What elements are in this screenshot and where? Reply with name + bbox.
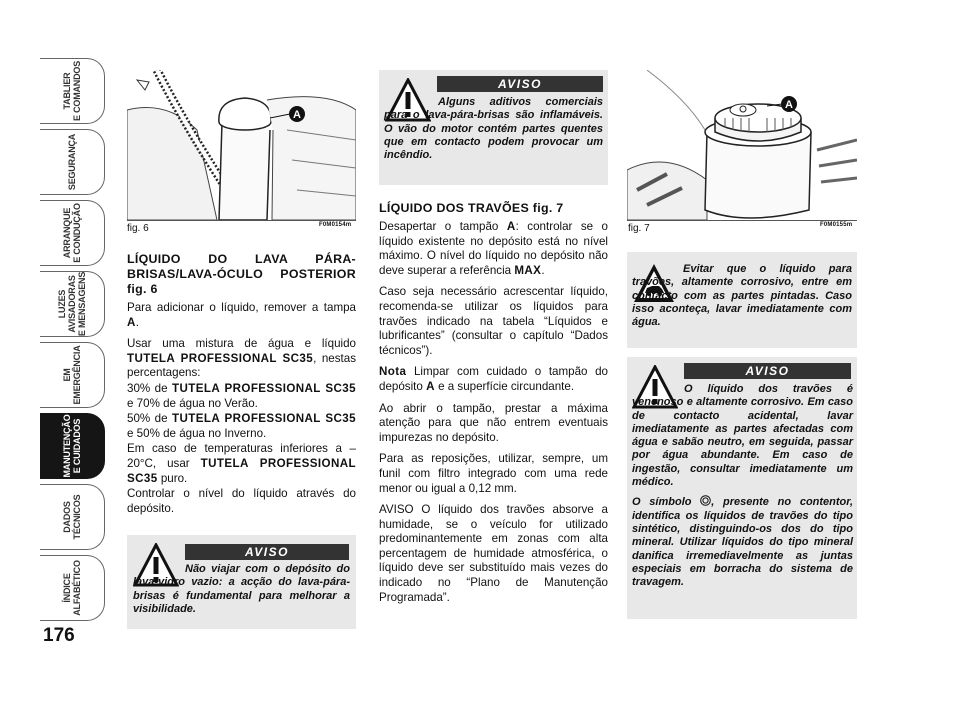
text-bold: TUTELA PROFESSIONAL SC35 [127, 351, 314, 365]
text: 50% de [127, 412, 172, 426]
text: e a superfície circundante. [434, 379, 575, 393]
washer-section [127, 252, 356, 523]
brakes-heading: LÍQUIDO DOS TRAVÕES fig. 7 [379, 201, 564, 215]
text: puro. [157, 471, 188, 485]
tab-label: LUZES AVISADORAS E MENSAGENS [57, 271, 87, 337]
brakes-section [379, 201, 608, 612]
tab-em-emergencia[interactable] [40, 342, 105, 408]
tab-manutencao-e-cuidados[interactable] [40, 413, 105, 479]
tab-label: MANUTENÇÃO E CUIDADOS [62, 414, 82, 478]
warning-text [632, 383, 853, 595]
warning-title: AVISO [437, 76, 603, 92]
tab-seguranca[interactable] [40, 129, 105, 195]
warning-box-brake-fluid [627, 357, 857, 619]
washer-p4 [127, 412, 356, 441]
text-bold: TUTELA PROFESSIONAL SC35 [171, 381, 356, 395]
tab-dados-tecnicos[interactable] [40, 484, 105, 550]
text-bold: A [127, 315, 136, 329]
washer-p6: Controlar o nível do líquido através do depósito. [127, 487, 356, 515]
text: e 70% de água no Verão. [127, 396, 258, 410]
chapter-tabs [40, 58, 106, 626]
page-number: 176 [43, 625, 75, 646]
warning-paragraph: O líquido dos travões é venenoso e altamente corrosivo. Em caso de contacto acidental, lavar imediatamente as partes afectadas com água e sabão neutro, em seguida, passar por água abundante. Em caso de ingestão, consultar imediatamente um médico. [632, 383, 853, 489]
tab-label: SEGURANÇA [67, 133, 77, 191]
brakes-p2: Caso seja necessário acrescentar líquido, recomenda-se utilizar os líquidos para travões indicado na tabela “Líquidos e lubrificantes” (consultar o capítulo “Dados técnicos”). [379, 285, 608, 357]
tab-luzes-avisadoras[interactable] [40, 271, 105, 337]
warning-text: Não viajar com o depósito do lava-vidro vazio: a acção do lava-pára-brisas é fundamental para melhorar a visibilidade. [133, 563, 350, 615]
figure-6-code: F0M0154m [319, 222, 352, 228]
brakes-p4: Ao abrir o tampão, prestar a máxima atenção para que não entrem eventuais impurezas no depósito. [379, 401, 608, 444]
text: e 50% de água no Inverno. [127, 426, 267, 440]
text: Em caso de temperaturas inferiores a –20°C, usar [127, 442, 356, 470]
text: 30% de [127, 381, 172, 395]
note-text: Evitar que o líquido para travões, altamente corrosivo, entre em contacto com as partes pintadas. Caso isso aconteça, lavar imediatamente com água. [632, 263, 852, 329]
brakes-p1 [379, 220, 608, 278]
text-bold: A [506, 220, 516, 233]
text: . [135, 315, 140, 329]
warning-title: AVISO [185, 544, 349, 560]
warning-box-empty-reservoir [127, 535, 356, 629]
washer-p1 [127, 301, 356, 330]
warning-box-flammable [379, 70, 608, 185]
tab-label: TABLIER E COMANDOS [62, 60, 82, 122]
text-bold: TUTELA PROFESSIONAL SC35 [171, 412, 356, 426]
note-box-paint [627, 252, 857, 348]
text: : controlar se o líquido existente no depósito está no nível máximo. O nível do líquido no depósito não deve superar a referência [379, 220, 609, 277]
tab-indice-alfabetico[interactable] [40, 555, 105, 621]
washer-heading: LÍQUIDO DO LAVA PÁRA-BRISAS/LAVA-ÓCULO POSTERIOR fig. 6 [127, 252, 356, 296]
figure-7-caption: fig. 7 [628, 223, 650, 234]
figure-6-caption: fig. 6 [127, 223, 149, 234]
tab-label: ÍNDICE ALFABÉTICO [62, 560, 82, 616]
brakes-p3 [379, 365, 608, 394]
washer-reservoir-illustration [127, 70, 356, 220]
tab-label: DADOS TÉCNICOS [62, 494, 82, 540]
text: Para adicionar o líquido, remover a tampa [127, 301, 356, 314]
text: O símbolo [632, 496, 701, 509]
text: Desapertar o tampão [379, 220, 507, 233]
text: Limpar com cuidado o tampão do depósito [379, 365, 608, 393]
callout-a-label: A [293, 109, 301, 121]
brake-fluid-symbol-icon [700, 495, 711, 506]
figure-7-code: F0M0155m [820, 222, 853, 228]
text-bold: TUTELA PROFESSIONAL SC35 [127, 456, 357, 485]
text: . [541, 263, 545, 277]
warning-text: Alguns aditivos comerciais para o lava-pára-brisas são inflamáveis. O vão do motor contém partes quentes que em contacto podem provocar um incêndio. [384, 96, 603, 162]
tab-arranque-e-conducao[interactable] [40, 200, 105, 266]
figure-6 [127, 70, 356, 221]
text-bold: Nota [379, 365, 407, 379]
text-bold: MAX [514, 263, 542, 277]
warning-title: AVISO [684, 363, 851, 379]
tab-tablier-e-comandos[interactable] [40, 58, 105, 124]
text: Usar uma mistura de água e líquido [127, 337, 356, 351]
warning-paragraph [632, 495, 853, 589]
figure-7 [627, 70, 857, 221]
washer-p2 [127, 337, 356, 381]
text-bold: A [426, 379, 435, 393]
washer-p3 [127, 382, 356, 411]
tab-label: EM EMERGÊNCIA [62, 345, 82, 405]
text: , nestas percentagens: [127, 351, 356, 380]
washer-p5 [127, 442, 356, 486]
tab-label: ARRANQUE E CONDUÇÃO [62, 203, 82, 263]
brakes-p5: Para as reposições, utilizar, sempre, um funil com filtro integrado com uma rede menor ou igual a 0,12 mm. [379, 452, 608, 495]
brakes-p6: AVISO O líquido dos travões absorve a humidade, se o veículo for utilizado predominantemente em zonas com alta percentagem de humidade atmosférica, o líquido deve ser substituído mais vezes do indicado no “Plano de Manutenção Programada”. [379, 503, 608, 604]
text: , presente no contentor, identifica os líquidos de travões do tipo sintético, distinguindo-os dos do tipo mineral. Utilizar líquidos do tipo mineral danifica irremediavelmente as juntas especiais em borracha do sistema de travagem. [632, 496, 854, 589]
callout-a-label: A [785, 99, 793, 111]
brake-reservoir-illustration [627, 70, 857, 220]
